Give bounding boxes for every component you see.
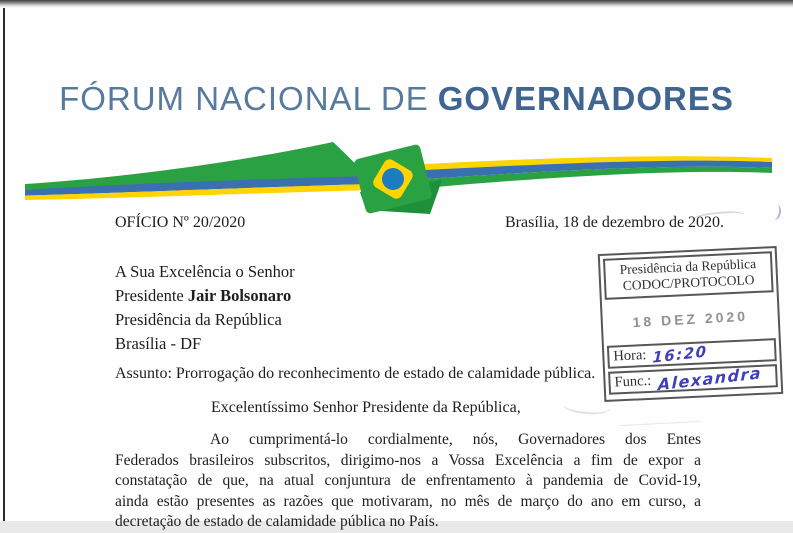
stamp-func-label: Func.:: [614, 372, 652, 391]
recipient-line-4: Brasília - DF: [115, 334, 202, 353]
stamp-date: 18 DEZ 2020: [632, 307, 749, 331]
stamp-org-line2: CODOC/PROTOCOLO: [622, 272, 755, 294]
stamp-hora-value: 16:20: [652, 341, 708, 367]
scan-edge-top: [0, 0, 793, 8]
stamp-func-value: Alexandra: [657, 363, 762, 395]
paragraph-line: Ao cumprimentá-lo cordialmente, nós, Governadores dos Entes: [210, 431, 701, 448]
recipient-title: Presidente: [115, 286, 188, 305]
body-paragraph: [115, 430, 701, 533]
paragraph-line: ainda estão presentes as razões que motivaram, no mês de março do ano em curso, a: [115, 492, 701, 510]
document-title: [0, 80, 793, 118]
paragraph-line: decretação de estado de calamidade pública no País.: [115, 513, 439, 530]
recipient-line-3: Presidência da República: [115, 310, 282, 329]
protocol-stamp: [598, 246, 784, 402]
scan-artifact-smudge: [562, 394, 612, 417]
title-text-regular: FÓRUM NACIONAL DE: [59, 80, 429, 117]
subject-line: Assunto: Prorrogação do reconhecimento de estado de calamidade pública.: [115, 365, 596, 382]
title-text-bold: GOVERNADORES: [437, 80, 734, 117]
recipient-line-1: A Sua Excelência o Senhor: [115, 262, 295, 281]
paragraph-line: Federados brasileiros subscritos, dirigimo-nos a Vossa Excelência a fim de expor a: [115, 451, 701, 469]
scan-artifact-smudge: [620, 411, 700, 426]
recipient-line-2: [115, 284, 295, 308]
stamp-func-row: [608, 364, 778, 395]
recipient-block: [115, 260, 295, 356]
paragraph-line: constatação de que, na atual conjuntura de enfrentamento à pandemia de Covid-19,: [115, 472, 701, 489]
stamp-hora-label: Hora:: [613, 347, 647, 365]
salutation: Excelentíssimo Senhor Presidente da República,: [211, 399, 521, 416]
recipient-name: Jair Bolsonaro: [187, 286, 292, 305]
oficio-number: OFÍCIO Nº 20/2020: [115, 214, 246, 231]
date-line: Brasília, 18 de dezembro de 2020.: [505, 214, 725, 231]
stamp-org-line1: Presidência da República: [619, 255, 757, 278]
